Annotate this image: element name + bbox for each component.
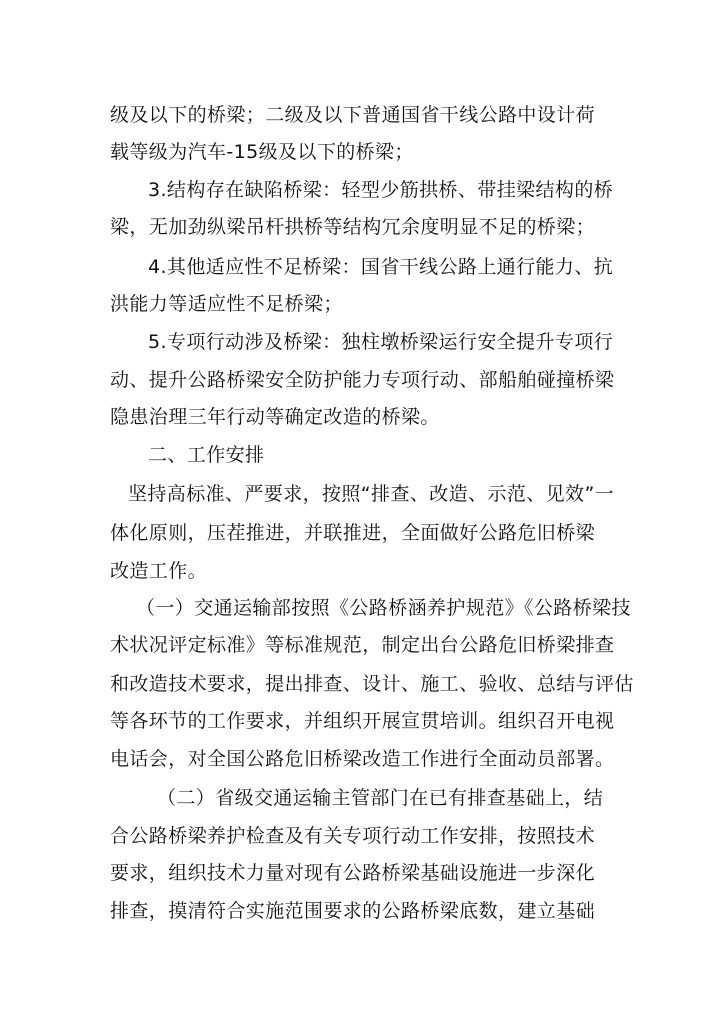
text-line: 等各环节的工作要求，并组织开展宣贯培训。组织召开电视 (110, 710, 615, 732)
text-line: 排查，摸清符合实施范围要求的公路桥梁底数，建立基础 (110, 900, 596, 922)
text-line: 和改造技术要求，提出排查、设计、施工、验收、总结与评估 (110, 673, 634, 695)
text-line: 要求，组织技术力量对现有公路桥梁基础设施进一步深化 (110, 862, 596, 884)
text-line: 3.结构存在缺陷桥梁：轻型少筋拱桥、带挂梁结构的桥 (148, 179, 614, 201)
text-line: 4.其他适应性不足桥梁：国省干线公路上通行能力、抗 (148, 256, 614, 278)
text-line: 级及以下的桥梁；二级及以下普通国省干线公路中设计荷 (110, 104, 596, 126)
text-line: 动、提升公路桥梁安全防护能力专项行动、部船舶碰撞桥梁 (110, 369, 615, 391)
text-line: 载等级为汽车-15级及以下的桥梁； (110, 141, 414, 163)
section-heading: 二、工作安排 (148, 444, 265, 466)
text-line: 改造工作。 (110, 560, 208, 582)
text-line: 术状况评定标准》等标准规范，制定出台公路危旧桥梁排查 (110, 634, 615, 656)
text-line: 5.专项行动涉及桥梁：独柱墩桥梁运行安全提升专项行 (148, 331, 614, 353)
text-line: （一）交通运输部按照《公路桥涵养护规范》《公路桥梁技 (136, 597, 631, 619)
text-line: 体化原则，压茬推进，并联推进，全面做好公路危旧桥梁 (110, 522, 596, 544)
text-line: 合公路桥梁养护检查及有关专项行动工作安排，按照技术 (110, 825, 596, 847)
text-line: 隐患治理三年行动等确定改造的桥梁。 (110, 406, 440, 428)
text-line: 梁，无加劲纵梁吊杆拱桥等结构冗余度明显不足的桥梁； (110, 216, 596, 238)
text-line: （二）省级交通运输主管部门在已有排查基础上，结 (157, 787, 604, 809)
text-line: 电话会，对全国公路危旧桥梁改造工作进行全面动员部署。 (110, 748, 615, 770)
text-line: 坚持高标准、严要求，按照“排查、改造、示范、见效”一 (128, 483, 615, 505)
text-line: 洪能力等适应性不足桥梁； (110, 293, 343, 315)
